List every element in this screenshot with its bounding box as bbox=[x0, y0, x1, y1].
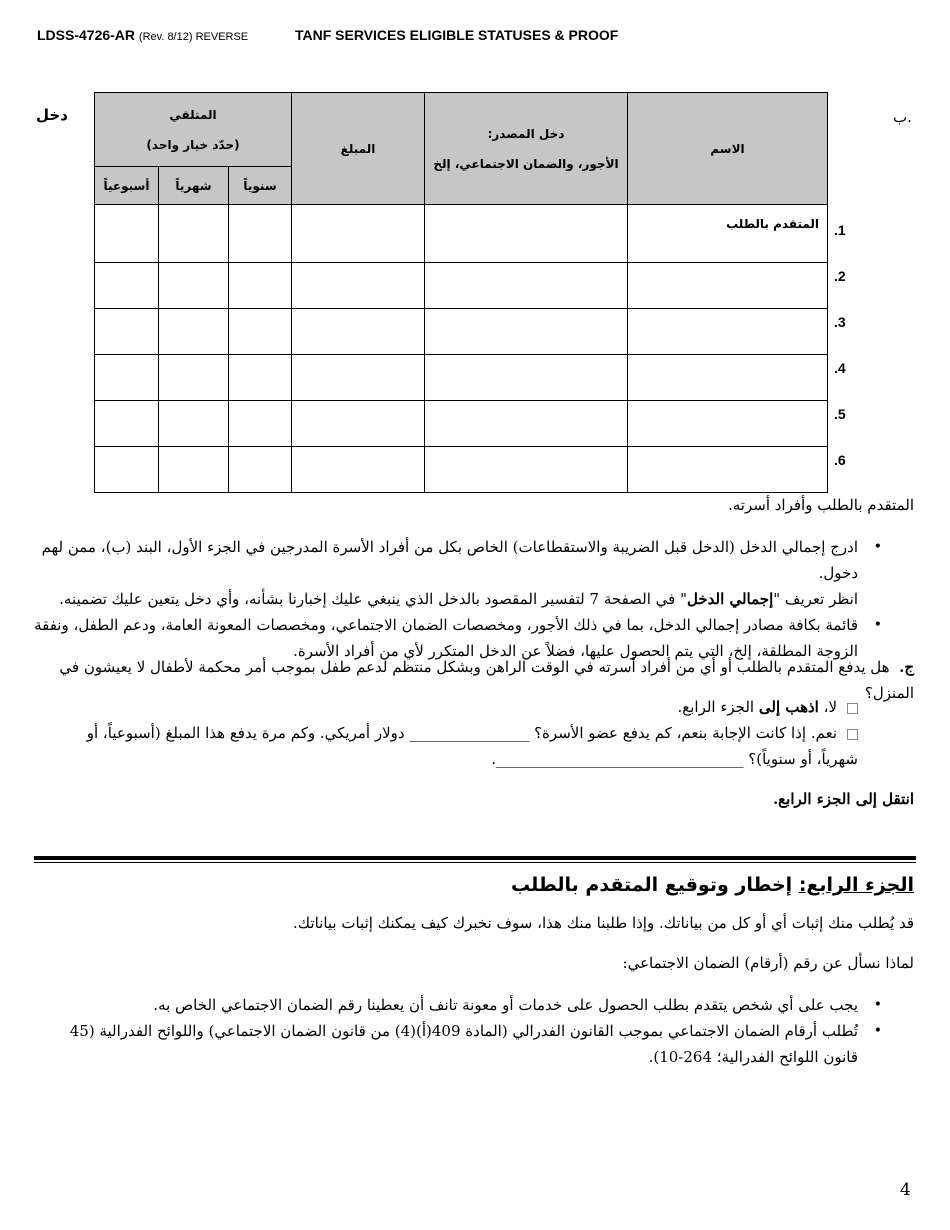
section-b-letter: ب. bbox=[893, 108, 912, 126]
section-b-bullets bbox=[34, 534, 914, 664]
section-divider-thick bbox=[34, 856, 916, 860]
row-number: .6 bbox=[834, 452, 846, 468]
go-to-part4: انتقل إلى الجزء الرابع. bbox=[772, 790, 914, 808]
monthly-cell[interactable] bbox=[159, 309, 229, 355]
name-cell[interactable] bbox=[628, 309, 828, 355]
bullet2-text: قائمة بكافة مصادر إجمالي الدخل، بما في ذلك الأجور، ومخصصات الضمان الاجتماعي، ومخصصات المعونة العامة، ودعم الطفل، ونفقة الزوجة المطلقة، إلخ، التي يتم الحصول عليها، فضلاً عن الدخل المتكرر لأي من أفراد الأسرة. bbox=[34, 616, 858, 660]
weekly-cell[interactable] bbox=[95, 447, 159, 493]
option-yes bbox=[34, 720, 858, 772]
income-table bbox=[94, 92, 828, 493]
option-no-post: الجزء الرابع. bbox=[677, 698, 759, 716]
yearly-cell[interactable] bbox=[229, 355, 292, 401]
option-no-bold: اذهب إلى bbox=[758, 698, 819, 716]
list-item bbox=[34, 992, 914, 1018]
source-cell[interactable] bbox=[425, 401, 628, 447]
weekly-cell[interactable] bbox=[95, 205, 159, 263]
col-header-amount: المبلغ bbox=[292, 93, 425, 205]
col-header-weekly: أسبوعياً bbox=[95, 167, 159, 205]
yearly-cell[interactable] bbox=[229, 401, 292, 447]
col-header-received-line1: المتلقي bbox=[169, 107, 217, 122]
amount-cell[interactable] bbox=[292, 355, 425, 401]
name-cell[interactable] bbox=[628, 447, 828, 493]
form-header bbox=[37, 27, 248, 43]
amount-cell[interactable] bbox=[292, 309, 425, 355]
source-cell[interactable] bbox=[425, 355, 628, 401]
option-yes-checkbox[interactable] bbox=[847, 729, 858, 740]
weekly-cell[interactable] bbox=[95, 401, 159, 447]
row-number: .2 bbox=[834, 268, 846, 284]
monthly-cell[interactable] bbox=[159, 447, 229, 493]
source-cell[interactable] bbox=[425, 263, 628, 309]
bullet1-line2-post: " في الصفحة 7 لتفسير المقصود بالدخل الذي ينبغي عليك إخبارنا بشأنه، وأي دخل يتعين عليك تضمينه. bbox=[59, 590, 688, 608]
table-row bbox=[95, 205, 828, 263]
yearly-cell[interactable] bbox=[229, 447, 292, 493]
monthly-cell[interactable] bbox=[159, 263, 229, 309]
option-no-pre: لا، bbox=[818, 698, 837, 716]
col-header-source bbox=[425, 93, 628, 205]
col-header-received-line2: (حدّد خيار واحد) bbox=[146, 137, 240, 152]
table-row bbox=[95, 401, 828, 447]
row-number: .4 bbox=[834, 360, 846, 376]
monthly-cell[interactable] bbox=[159, 401, 229, 447]
name-cell[interactable] bbox=[628, 355, 828, 401]
form-title: TANF SERVICES ELIGIBLE STATUSES & PROOF bbox=[295, 27, 619, 43]
option-no-checkbox[interactable] bbox=[847, 703, 858, 714]
row-number: .5 bbox=[834, 406, 846, 422]
name-cell-text: المتقدم بالطلب bbox=[726, 217, 820, 231]
page-number: 4 bbox=[900, 1180, 911, 1200]
option-yes-line1 bbox=[34, 720, 858, 746]
col-header-source-line1: دخل المصدر: bbox=[487, 126, 565, 141]
col-header-name: الاسم bbox=[628, 93, 828, 205]
part4-bullet2: تُطلب أرقام الضمان الاجتماعي بموجب القانون الفدرالي (المادة 409(أ)(4) من قانون الضمان الاجتماعي) واللوائح الفدرالية (45 قانون اللوائح الفدرالية؛ 264-10). bbox=[69, 1022, 858, 1066]
weekly-cell[interactable] bbox=[95, 263, 159, 309]
name-cell[interactable] bbox=[628, 263, 828, 309]
table-row bbox=[95, 355, 828, 401]
yearly-cell[interactable] bbox=[229, 309, 292, 355]
form-revision: (Rev. 8/12) REVERSE bbox=[138, 31, 249, 43]
amount-cell[interactable] bbox=[292, 447, 425, 493]
income-side-label: دخل bbox=[36, 106, 68, 124]
option-yes-line1-text: نعم. إذا كانت الإجابة بنعم، كم يدفع عضو الأسرة؟ ________________ دولار أمريكي. وكم مرة يدفع هذا المبلغ (أسبوعياً، أو bbox=[86, 724, 837, 742]
section-c-question: هل يدفع المتقدم بالطلب أو أي من أفراد أسرته في الوقت الراهن وبشكل منتظم لدعم طفل بموجب أمر محكمة لأطفال لا يعيشون في المنزل؟ bbox=[59, 658, 914, 702]
row-number: .1 bbox=[834, 222, 846, 238]
source-cell[interactable] bbox=[425, 205, 628, 263]
yearly-cell[interactable] bbox=[229, 205, 292, 263]
yearly-cell[interactable] bbox=[229, 263, 292, 309]
col-header-monthly: شهرياً bbox=[159, 167, 229, 205]
row-number: .3 bbox=[834, 314, 846, 330]
option-yes-line2: شهرياً، أو سنوياً)؟ _________________________________. bbox=[491, 750, 858, 768]
bullet1-line2-bold: إجمالي الدخل bbox=[687, 590, 774, 608]
weekly-cell[interactable] bbox=[95, 309, 159, 355]
weekly-cell[interactable] bbox=[95, 355, 159, 401]
table-row bbox=[95, 447, 828, 493]
part4-bullet1: يجب على أي شخص يتقدم بطلب الحصول على خدمات أو معونة تانف أن يعطينا رقم الضمان الاجتماعي الخاص به. bbox=[153, 996, 858, 1014]
part4-title-prefix: الجزء الرابع: bbox=[798, 874, 914, 896]
monthly-cell[interactable] bbox=[159, 355, 229, 401]
table-row bbox=[95, 263, 828, 309]
col-header-received bbox=[95, 93, 292, 167]
col-header-source-line2: الأجور، والضمان الاجتماعي، إلخ bbox=[433, 156, 619, 171]
section-c-letter: ج. bbox=[899, 658, 914, 676]
part4-title bbox=[34, 874, 914, 896]
bullet1-line2-pre: انظر تعريف " bbox=[773, 590, 858, 608]
name-cell[interactable] bbox=[628, 205, 828, 263]
table-row bbox=[95, 309, 828, 355]
section-divider-thin bbox=[34, 862, 916, 863]
list-item bbox=[34, 1018, 914, 1070]
source-cell[interactable] bbox=[425, 309, 628, 355]
part4-para2: لماذا نسأل عن رقم (أرقام) الضمان الاجتماعي: bbox=[622, 954, 914, 972]
form-id: LDSS-4726-AR bbox=[37, 27, 136, 43]
part4-para1: قد يُطلب منك إثبات أي أو كل من بياناتك. وإذا طلبنا منك هذا، سوف نخبرك كيف يمكنك إثبات بياناتك. bbox=[292, 914, 914, 932]
section-b-intro: المتقدم بالطلب وأفراد أسرته. bbox=[727, 496, 914, 514]
source-cell[interactable] bbox=[425, 447, 628, 493]
bullet1-line1: • ادرج إجمالي الدخل (الدخل قبل الضريبة والاستقطاعات) الخاص بكل من أفراد الأسرة المدرجين في الجزء الأول، البند (ب)، ممن لهم دخول. bbox=[41, 538, 858, 582]
name-cell[interactable] bbox=[628, 401, 828, 447]
list-item bbox=[34, 534, 914, 612]
option-no bbox=[34, 694, 858, 720]
monthly-cell[interactable] bbox=[159, 205, 229, 263]
col-header-yearly: سنوياً bbox=[229, 167, 292, 205]
amount-cell[interactable] bbox=[292, 401, 425, 447]
amount-cell[interactable] bbox=[292, 205, 425, 263]
bullet1-line2 bbox=[34, 586, 858, 612]
part4-title-rest: إخطار وتوقيع المتقدم بالطلب bbox=[511, 874, 799, 896]
amount-cell[interactable] bbox=[292, 263, 425, 309]
part4-bullets bbox=[34, 992, 914, 1070]
